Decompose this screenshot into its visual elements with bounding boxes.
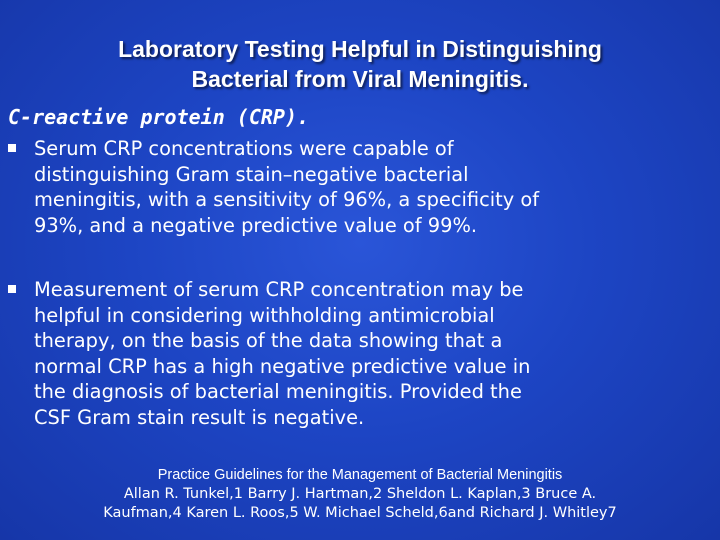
reference-citation: [20, 466, 700, 523]
square-bullet-icon: [8, 285, 16, 293]
reference-title: Practice Guidelines for the Management of Bacterial Meningitis: [157, 467, 563, 483]
bullet-text-1: Serum CRP concentrations were capable of distinguishing Gram stain–negative bacterial meningitis, with a sensitivity of 96%, a specificity of 93%, and a negative predictive value of 99%.: [34, 137, 540, 237]
bullet-item-2: [8, 277, 676, 430]
slide-title-line-1: Laboratory Testing Helpful in Distinguishing: [118, 36, 602, 62]
square-bullet-icon: [8, 144, 16, 152]
slide-title-line-2: Bacterial from Viral Meningitis.: [191, 66, 529, 92]
slide-title: [20, 34, 700, 94]
bullet-item-1: [8, 136, 676, 238]
reference-authors: Allan R. Tunkel,1 Barry J. Hartman,2 Sheldon L. Kaplan,3 Bruce A. Kaufman,4 Karen L. Roos,5 W. Michael Scheld,6and Richard J. Whitley7: [103, 486, 617, 521]
section-heading: C-reactive protein (CRP).: [8, 105, 310, 129]
bullet-text-2: Measurement of serum CRP concentration may be helpful in considering withholding antimicrobial therapy, on the basis of the data showing that a normal CRP has a high negative predictive value in the diagnosis of bacterial meningitis. Provided the CSF Gram stain result is negative.: [34, 278, 531, 429]
